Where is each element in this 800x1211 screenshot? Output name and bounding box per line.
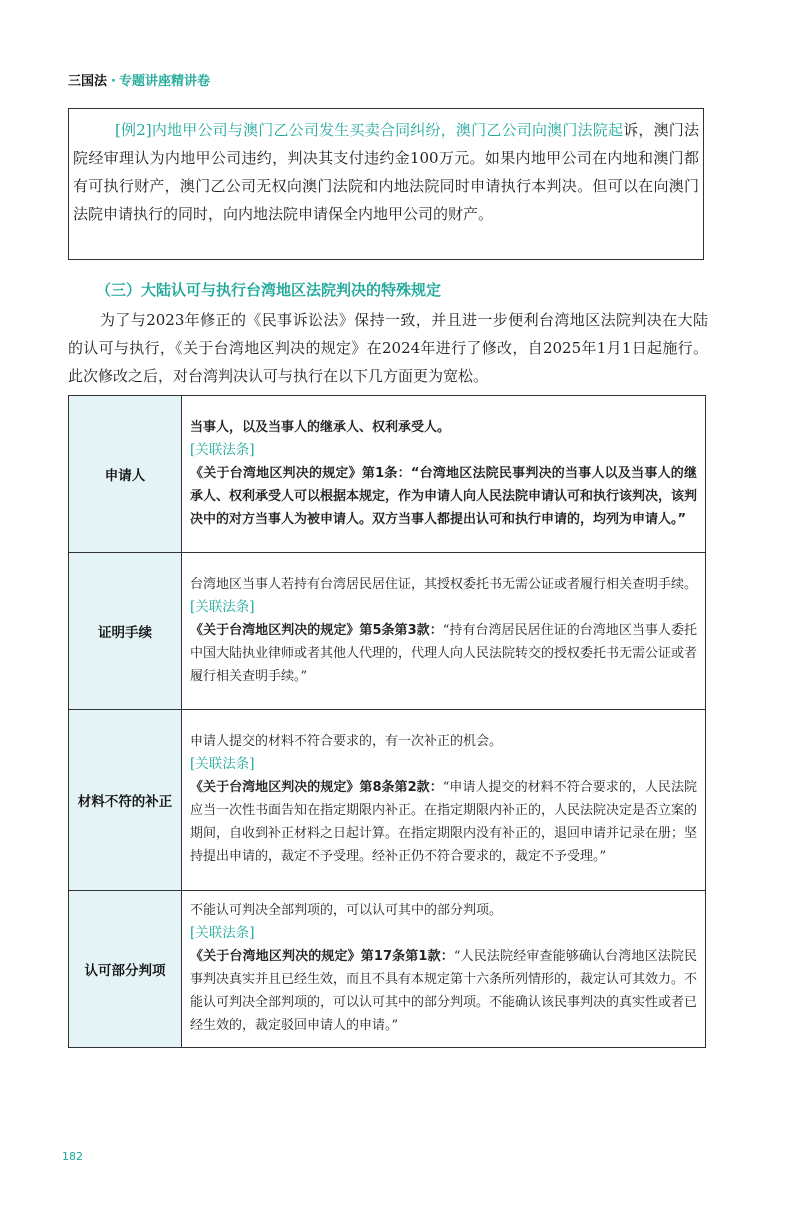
row-label: 材料不符的补正	[69, 710, 182, 891]
row-label: 证明手续	[69, 553, 182, 710]
header-separator: ·	[111, 74, 116, 89]
example-box	[68, 108, 704, 260]
running-header	[68, 70, 210, 89]
law-text: “人民法院经审查能够确认台湾地区法院民事判决真实并且已经生效，而且不具有本规定第十六条所列情形的，裁定认可其效力。不能认可判决全部判项的，可以认可其中的部分判项。不能确认该民事判决的真实性或者已经生效的，裁定驳回申请人的申请。”	[190, 949, 698, 1033]
row-content	[182, 553, 706, 710]
row-label: 认可部分判项	[69, 891, 182, 1048]
page-number: 182	[62, 1150, 83, 1163]
row-summary: 申请人提交的材料不符合要求的，有一次补正的机会。	[190, 734, 503, 749]
row-content	[182, 891, 706, 1048]
rules-table	[68, 395, 706, 1048]
law-citation: 《关于台湾地区判决的规定》第1条：	[190, 465, 411, 481]
law-quote	[190, 776, 697, 868]
related-law-tag: [关联法条]	[190, 598, 255, 615]
series-title: 专题讲座精讲卷	[118, 74, 210, 89]
law-citation: 《关于台湾地区判决的规定》第5条第3款：	[190, 622, 443, 638]
row-summary: 当事人，以及当事人的继承人、权利承受人。	[190, 419, 451, 435]
related-law-tag: [关联法条]	[190, 756, 255, 772]
law-quote	[190, 619, 697, 688]
law-text: “持有台湾居民居住证的台湾地区当事人委托中国大陆执业律师或者其他人代理的，代理人向人民法院转交的授权委托书无需公证或者履行相关查明手续。”	[190, 622, 698, 684]
table-row	[69, 396, 706, 553]
related-law-tag: [关联法条]	[190, 925, 255, 941]
row-content	[182, 396, 706, 553]
table-row	[69, 891, 706, 1048]
example-lead: [例2]内地甲公司与澳门乙公司发生买卖合同纠纷，澳门乙公司向澳门法院起	[115, 121, 624, 139]
law-citation: 《关于台湾地区判决的规定》第17条第1款：	[190, 949, 454, 964]
book-title: 三国法	[68, 74, 108, 89]
row-summary: 台湾地区当事人若持有台湾居民居住证，其授权委托书无需公证或者履行相关查明手续。	[190, 576, 698, 592]
law-text: “台湾地区法院民事判决的当事人以及当事人的继承人、权利承受人可以根据本规定，作为申请人向人民法院申请认可和执行该判决，该判决中的对方当事人为被申请人。双方当事人都提出认可和执行申请的，均列为申请人。”	[190, 465, 698, 527]
related-law-tag: [关联法条]	[190, 441, 255, 458]
row-content	[182, 710, 706, 891]
table-row	[69, 553, 706, 710]
law-quote	[190, 462, 697, 531]
law-quote	[190, 945, 697, 1037]
row-summary: 不能认可判决全部判项的，可以认可其中的部分判项。	[190, 903, 503, 918]
row-label: 申请人	[69, 396, 182, 553]
example-body: 诉，澳门法院经审理认为内地甲公司违约，判决其支付违约金100万元。如果内地甲公司在内地和澳门都有可执行财产，澳门乙公司无权向澳门法院和内地法院同时申请执行本判决。但可以在向澳门法院申请执行的同时，向内地法院申请保全内地甲公司的财产。	[73, 121, 699, 223]
section-intro: 为了与2023年修正的《民事诉讼法》保持一致，并且进一步便利台湾地区法院判决在大陆的认可与执行，《关于台湾地区判决的规定》在2024年进行了修改，自2025年1月1日起施行。此次修改之后，对台湾判决认可与执行在以下几方面更为宽松。	[68, 311, 708, 385]
section-title: （三）大陆认可与执行台湾地区法院判决的特殊规定	[96, 281, 442, 299]
table-row	[69, 710, 706, 891]
law-text: “申请人提交的材料不符合要求的，人民法院应当一次性书面告知在指定期限内补正。在指定期限内补正的，人民法院决定是否立案的期间，自收到补正材料之日起计算。在指定期限内没有补正的，退回申请并记录在册；坚持提出申请的，裁定不予受理。经补正仍不符合要求的，裁定不予受理。”	[190, 780, 698, 864]
law-citation: 《关于台湾地区判决的规定》第8条第2款：	[190, 780, 443, 795]
